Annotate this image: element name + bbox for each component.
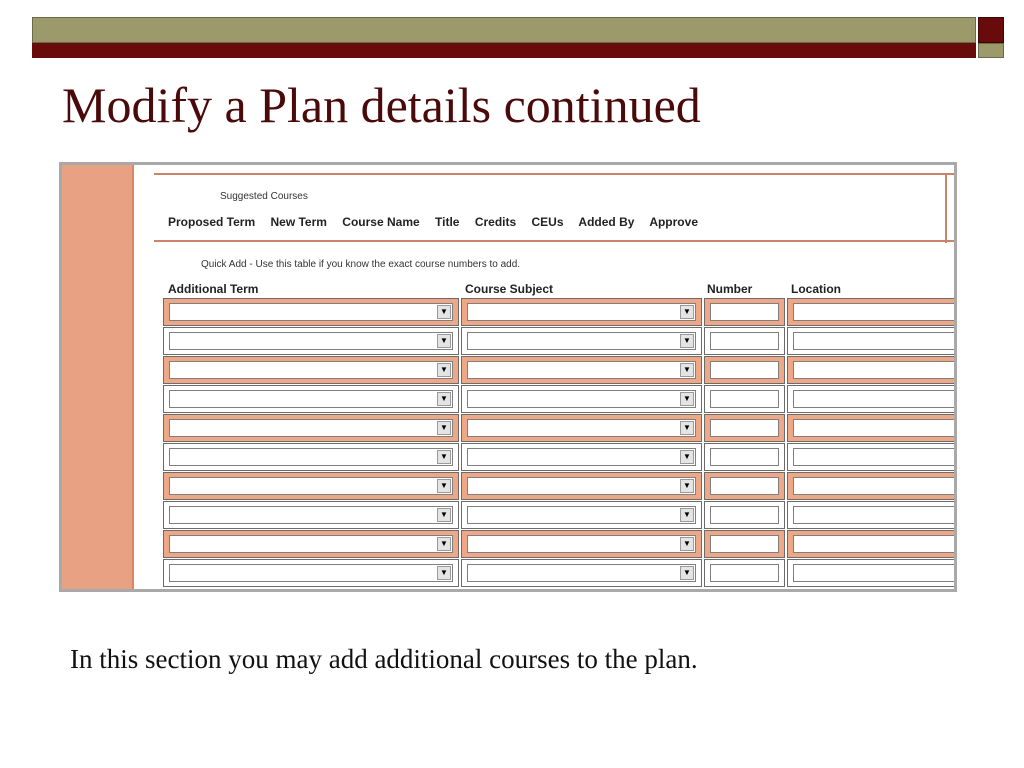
number-cell <box>704 356 785 384</box>
term-cell <box>163 472 459 500</box>
term-cell <box>163 385 459 413</box>
col-number: Number <box>707 282 753 296</box>
table-row <box>163 472 957 500</box>
col-course-name: Course Name <box>342 215 420 229</box>
course-subject-select[interactable] <box>467 448 696 466</box>
location-cell <box>787 501 957 529</box>
chevron-down-icon[interactable]: ▼ <box>680 566 694 580</box>
course-subject-select[interactable] <box>467 477 696 495</box>
table-row <box>163 385 957 413</box>
course-subject-select[interactable] <box>467 332 696 350</box>
chevron-down-icon[interactable]: ▼ <box>437 421 451 435</box>
chevron-down-icon[interactable]: ▼ <box>680 450 694 464</box>
number-cell <box>704 530 785 558</box>
location-cell <box>787 356 957 384</box>
course-subject-select[interactable] <box>467 535 696 553</box>
subject-cell <box>461 501 702 529</box>
screenshot-panel <box>59 162 957 592</box>
location-input[interactable] <box>793 332 957 350</box>
chevron-down-icon[interactable]: ▼ <box>437 392 451 406</box>
additional-term-select[interactable] <box>169 535 453 553</box>
number-cell <box>704 443 785 471</box>
location-input[interactable] <box>793 564 957 582</box>
chevron-down-icon[interactable]: ▼ <box>437 479 451 493</box>
subject-cell <box>461 472 702 500</box>
table-row <box>163 443 957 471</box>
chevron-down-icon[interactable]: ▼ <box>437 537 451 551</box>
chevron-down-icon[interactable]: ▼ <box>680 479 694 493</box>
term-cell <box>163 414 459 442</box>
chevron-down-icon[interactable]: ▼ <box>680 508 694 522</box>
col-title: Title <box>435 215 460 229</box>
divider-middle <box>154 240 954 242</box>
slide-caption: In this section you may add additional courses to the plan. <box>70 644 698 674</box>
col-credits: Credits <box>474 215 517 229</box>
additional-term-select[interactable] <box>169 477 453 495</box>
col-added-by: Added By <box>578 215 635 229</box>
subject-cell <box>461 385 702 413</box>
table-row <box>163 414 957 442</box>
col-location: Location <box>791 282 841 296</box>
table-row <box>163 559 957 587</box>
chevron-down-icon[interactable]: ▼ <box>437 363 451 377</box>
table-row <box>163 530 957 558</box>
additional-term-select[interactable] <box>169 361 453 379</box>
chevron-down-icon[interactable]: ▼ <box>437 566 451 580</box>
header-bar-olive <box>32 17 976 43</box>
number-cell <box>704 327 785 355</box>
location-cell <box>787 385 957 413</box>
number-cell <box>704 298 785 326</box>
term-cell <box>163 327 459 355</box>
course-subject-select[interactable] <box>467 390 696 408</box>
number-cell <box>704 559 785 587</box>
table-row <box>163 298 957 326</box>
course-number-input[interactable] <box>710 564 779 582</box>
term-cell <box>163 501 459 529</box>
course-subject-select[interactable] <box>467 303 696 321</box>
col-course-subject: Course Subject <box>465 282 554 296</box>
col-ceus: CEUs <box>531 215 564 229</box>
subject-cell <box>461 356 702 384</box>
location-cell <box>787 472 957 500</box>
term-cell <box>163 559 459 587</box>
course-number-input[interactable] <box>710 477 779 495</box>
chevron-down-icon[interactable]: ▼ <box>680 392 694 406</box>
location-input[interactable] <box>793 506 957 524</box>
suggested-courses-label: Suggested Courses <box>220 191 308 202</box>
location-input[interactable] <box>793 477 957 495</box>
col-approve: Approve <box>649 215 698 229</box>
term-cell <box>163 298 459 326</box>
course-number-input[interactable] <box>710 448 779 466</box>
location-cell <box>787 443 957 471</box>
location-cell <box>787 414 957 442</box>
term-cell <box>163 356 459 384</box>
chevron-down-icon[interactable]: ▼ <box>437 450 451 464</box>
additional-term-select[interactable] <box>169 564 453 582</box>
additional-term-select[interactable] <box>169 332 453 350</box>
additional-term-select[interactable] <box>169 448 453 466</box>
corner-square-olive <box>978 43 1004 58</box>
table-row <box>163 501 957 529</box>
chevron-down-icon[interactable]: ▼ <box>437 334 451 348</box>
term-cell <box>163 530 459 558</box>
location-input[interactable] <box>793 419 957 437</box>
location-cell <box>787 327 957 355</box>
additional-term-select[interactable] <box>169 303 453 321</box>
location-input[interactable] <box>793 390 957 408</box>
location-input[interactable] <box>793 361 957 379</box>
chevron-down-icon[interactable]: ▼ <box>680 305 694 319</box>
course-subject-select[interactable] <box>467 419 696 437</box>
number-cell <box>704 501 785 529</box>
number-cell <box>704 385 785 413</box>
location-cell <box>787 530 957 558</box>
col-additional-term: Additional Term <box>168 282 259 296</box>
subject-cell <box>461 298 702 326</box>
location-input[interactable] <box>793 303 957 321</box>
course-number-input[interactable] <box>710 535 779 553</box>
additional-term-select[interactable] <box>169 506 453 524</box>
corner-square-maroon <box>978 17 1004 43</box>
course-number-input[interactable] <box>710 332 779 350</box>
table-row <box>163 327 957 355</box>
divider-top <box>154 173 954 175</box>
chevron-down-icon[interactable]: ▼ <box>680 537 694 551</box>
chevron-down-icon[interactable]: ▼ <box>680 334 694 348</box>
course-number-input[interactable] <box>710 361 779 379</box>
subject-cell <box>461 443 702 471</box>
col-proposed-term: Proposed Term <box>168 215 256 229</box>
col-new-term: New Term <box>270 215 327 229</box>
suggested-courses-header <box>168 215 710 229</box>
header-bar-maroon <box>32 43 976 58</box>
term-cell <box>163 443 459 471</box>
course-number-input[interactable] <box>710 419 779 437</box>
subject-cell <box>461 530 702 558</box>
slide-title: Modify a Plan details continued <box>62 77 701 133</box>
divider-right <box>945 173 947 243</box>
number-cell <box>704 414 785 442</box>
course-number-input[interactable] <box>710 303 779 321</box>
additional-term-select[interactable] <box>169 390 453 408</box>
sidebar-strip <box>62 165 134 589</box>
location-input[interactable] <box>793 448 957 466</box>
additional-term-select[interactable] <box>169 419 453 437</box>
subject-cell <box>461 327 702 355</box>
course-subject-select[interactable] <box>467 361 696 379</box>
chevron-down-icon[interactable]: ▼ <box>437 508 451 522</box>
subject-cell <box>461 414 702 442</box>
table-row <box>163 356 957 384</box>
course-number-input[interactable] <box>710 390 779 408</box>
location-cell <box>787 559 957 587</box>
chevron-down-icon[interactable]: ▼ <box>437 305 451 319</box>
location-cell <box>787 298 957 326</box>
quick-add-instructions: Quick Add - Use this table if you know the exact course numbers to add. <box>201 259 521 270</box>
chevron-down-icon[interactable]: ▼ <box>680 363 694 377</box>
location-input[interactable] <box>793 535 957 553</box>
subject-cell <box>461 559 702 587</box>
course-number-input[interactable] <box>710 506 779 524</box>
course-subject-select[interactable] <box>467 564 696 582</box>
chevron-down-icon[interactable]: ▼ <box>680 421 694 435</box>
course-subject-select[interactable] <box>467 506 696 524</box>
number-cell <box>704 472 785 500</box>
